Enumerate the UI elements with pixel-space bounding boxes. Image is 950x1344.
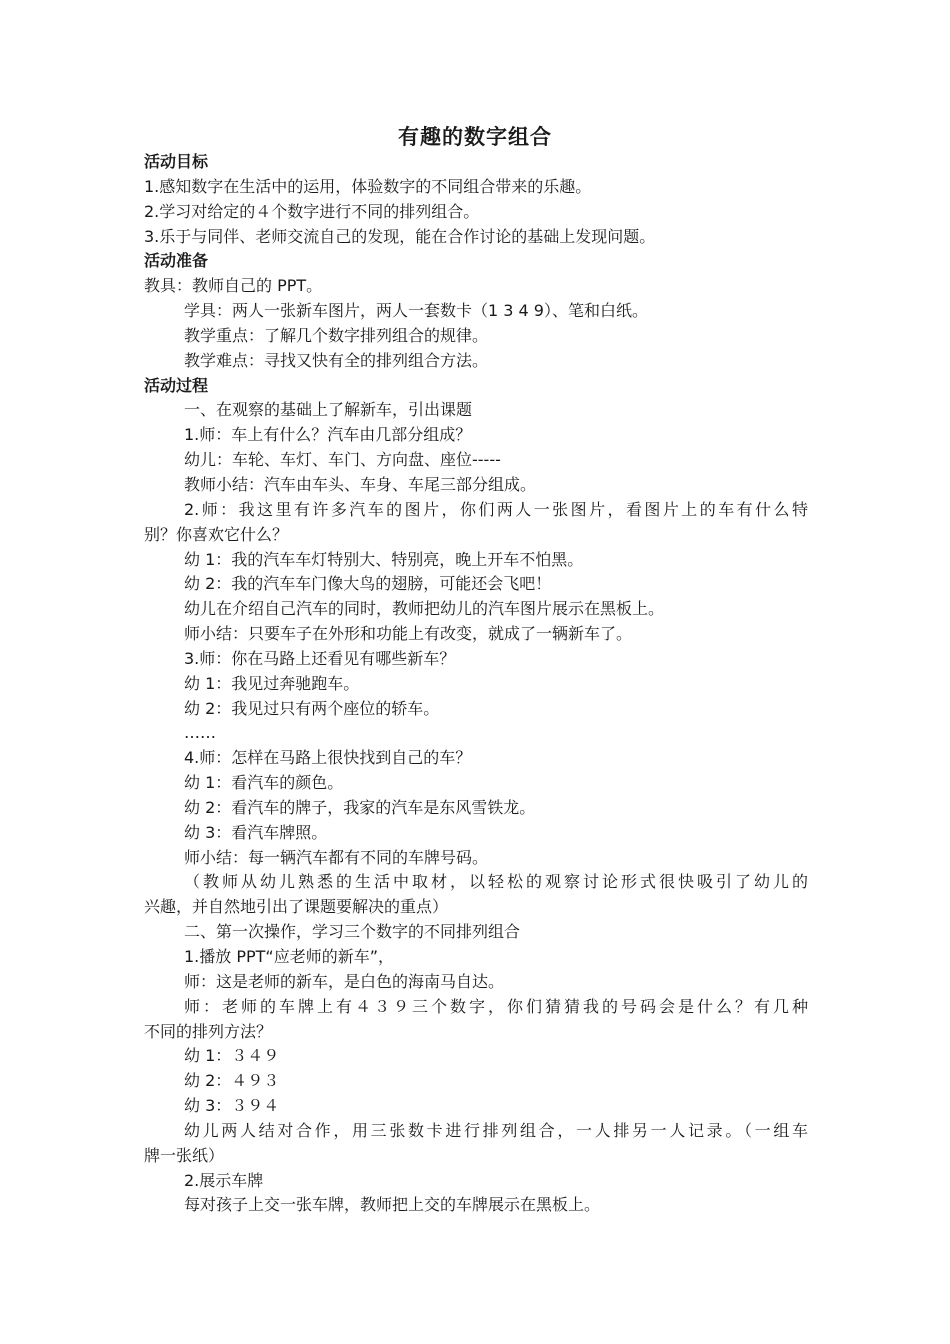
text-line: 幼儿：车轮、车灯、车门、方向盘、座位----- xyxy=(184,450,501,470)
text-line: 幼 3：３９４ xyxy=(184,1096,280,1116)
text-line: 幼 2：看汽车的牌子，我家的汽车是东风雪铁龙。 xyxy=(184,797,536,817)
text-line: 2.师：我这里有许多汽车的图片，你们两人一张图片，看图片上的车有什么特 xyxy=(184,499,808,519)
text-line: 别？你喜欢它什么？ xyxy=(144,524,289,544)
text-line: 师：这是老师的新车，是白色的海南马自达。 xyxy=(184,971,505,991)
text-line: 幼 1：看汽车的颜色。 xyxy=(184,773,344,793)
text-line: 二、第一次操作，学习三个数字的不同排列组合 xyxy=(184,922,521,942)
text-line: 幼儿在介绍自己汽车的同时，教师把幼儿的汽车图片展示在黑板上。 xyxy=(184,599,665,619)
text-line: 幼 2：４９３ xyxy=(184,1071,280,1091)
text-line: 师小结：每一辆汽车都有不同的车牌号码。 xyxy=(184,847,489,867)
text-line: 每对孩子上交一张车牌，教师把上交的车牌展示在黑板上。 xyxy=(184,1195,601,1215)
document-title: 有趣的数字组合 xyxy=(398,125,552,149)
text-line: 幼儿两人结对合作，用三张数卡进行排列组合，一人排另一人记录。（一组车 xyxy=(184,1120,808,1140)
text-line: 教师小结：汽车由车头、车身、车尾三部分组成。 xyxy=(184,474,537,494)
text-line: 教学重点：了解几个数字排列组合的规律。 xyxy=(184,325,489,345)
text-line: 不同的排列方法？ xyxy=(144,1021,273,1041)
text-line: 师小结：只要车子在外形和功能上有改变，就成了一辆新车了。 xyxy=(184,624,633,644)
text-line: 一、在观察的基础上了解新车，引出课题 xyxy=(184,400,473,420)
text-line: 1.师：车上有什么？汽车由几部分组成？ xyxy=(184,425,472,445)
text-line: 3.乐于与同伴、老师交流自己的发现，能在合作讨论的基础上发现问题。 xyxy=(144,226,656,246)
text-line: 牌一张纸） xyxy=(144,1145,225,1165)
text-line: 学具：两人一张新车图片，两人一套数卡（1 3 4 9）、笔和白纸。 xyxy=(184,301,648,321)
text-line: 1.感知数字在生活中的运用，体验数字的不同组合带来的乐趣。 xyxy=(144,176,592,196)
text-line: 2.学习对给定的４个数字进行不同的排列组合。 xyxy=(144,201,480,221)
text-line: 2.展示车牌 xyxy=(184,1170,264,1190)
text-line: 幼 2：我的汽车车门像大鸟的翅膀，可能还会飞吧！ xyxy=(184,574,552,594)
text-line: 3.师：你在马路上还看见有哪些新车？ xyxy=(184,648,456,668)
document-body xyxy=(144,150,808,1218)
text-line: 幼 2：我见过只有两个座位的轿车。 xyxy=(184,698,440,718)
section-heading-process: 活动过程 xyxy=(144,375,209,395)
text-line: 幼 1：３４９ xyxy=(184,1046,280,1066)
text-line: 师：老师的车牌上有４３９三个数字，你们猜猜我的号码会是什么？有几种 xyxy=(184,996,808,1016)
text-line: （教师从幼儿熟悉的生活中取材，以轻松的观察讨论形式很快吸引了幼儿的 xyxy=(184,872,808,892)
section-heading-goals: 活动目标 xyxy=(144,152,209,171)
text-line: 幼 1：我见过奔驰跑车。 xyxy=(184,673,360,693)
text-line: 教具：教师自己的 PPT。 xyxy=(144,276,323,296)
text-line: 兴趣，并自然地引出了课题要解决的重点） xyxy=(144,897,449,917)
text-line: 4.师：怎样在马路上很快找到自己的车？ xyxy=(184,748,472,768)
text-line: 幼 3：看汽车牌照。 xyxy=(184,822,328,842)
text-line: …… xyxy=(184,723,216,743)
text-line: 教学难点：寻找又快有全的排列组合方法。 xyxy=(184,350,489,370)
section-heading-preparation: 活动准备 xyxy=(144,251,209,271)
text-line: 幼 1：我的汽车车灯特别大、特别亮，晚上开车不怕黑。 xyxy=(184,549,584,569)
text-line: 1.播放 PPT“应老师的新车”， xyxy=(184,947,395,966)
